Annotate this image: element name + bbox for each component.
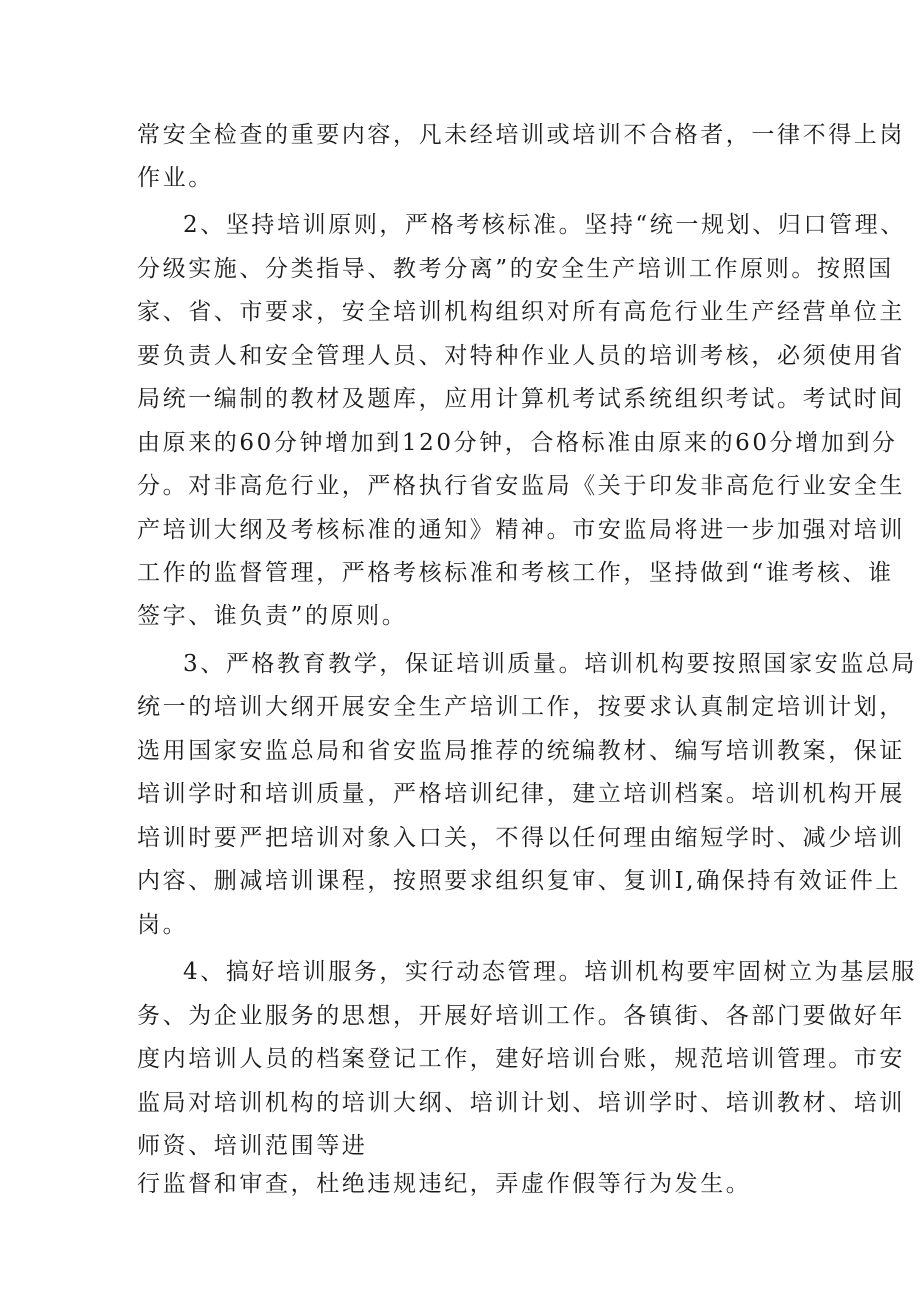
paragraph-2-start: 2、坚持培训原则，严格考核标准。坚持“统一规划、归口管理、 [183,212,906,238]
paragraph-4-start: 4、搞好培训服务，实行动态管理。培训机构要牢固树立为基层服 [183,959,918,985]
text-line: 局统一编制的教材及题库，应用计算机考试系统组织考试。考试时间 [137,386,905,412]
text-line: 签字、谁负责”的原则。 [137,603,408,629]
text-line: 统一的培训大纲开展安全生产培训工作，按要求认真制定培训计划， [137,694,905,720]
text-line: 家、省、市要求，安全培训机构组织对所有高危行业生产经营单位主 [137,299,905,325]
text-line: 度内培训人员的档案登记工作，建好培训台账，规范培训管理。市安 [137,1046,905,1072]
text-line: 岗。 [137,912,189,938]
text-line: 行监督和审查，杜绝违规违纪，弄虚作假等行为发生。 [137,1171,752,1197]
text-line: 要负责人和安全管理人员、对特种作业人员的培训考核，必须使用省 [137,343,905,369]
text-line: 作业。 [137,165,214,191]
text-line: 常安全检查的重要内容，凡未经培训或培训不合格者，一律不得上岗 [137,122,905,148]
text-line: 选用国家安监总局和省安监局推荐的统编教材、编写培训教案，保证 [137,738,905,764]
text-line: 师资、培训范围等进 [137,1133,368,1159]
text-line: 培训时要严把培训对象入口关，不得以任何理由缩短学时、减少培训 [137,825,905,851]
text-line: 工作的监督管理，严格考核标准和考核工作，坚持做到“谁考核、谁 [137,560,894,586]
paragraph-3-start: 3、严格教育教学，保证培训质量。培训机构要按照国家安监总局 [183,651,918,677]
text-line: 由原来的60分钟增加到120分钟，合格标准由原来的60分增加到分 [137,430,898,456]
text-line: 务、为企业服务的思想，开展好培训工作。各镇街、各部门要做好年 [137,1003,905,1029]
text-line: 分级实施、分类指导、教考分离”的安全生产培训工作原则。按照国 [137,256,894,282]
text-line: 监局对培训机构的培训大纲、培训计划、培训学时、培训教材、培训 [137,1090,905,1116]
text-line: 产培训大纲及考核标准的通知》精神。市安监局将进一步加强对培训 [137,517,905,543]
text-line: 分。对非高危行业，严格执行省安监局《关于印发非高危行业安全生 [137,473,905,499]
text-line: 培训学时和培训质量，严格培训纪律，建立培训档案。培训机构开展 [137,781,905,807]
text-line: 内容、删减培训课程，按照要求组织复审、复训I,确保持有效证件上 [137,868,901,894]
